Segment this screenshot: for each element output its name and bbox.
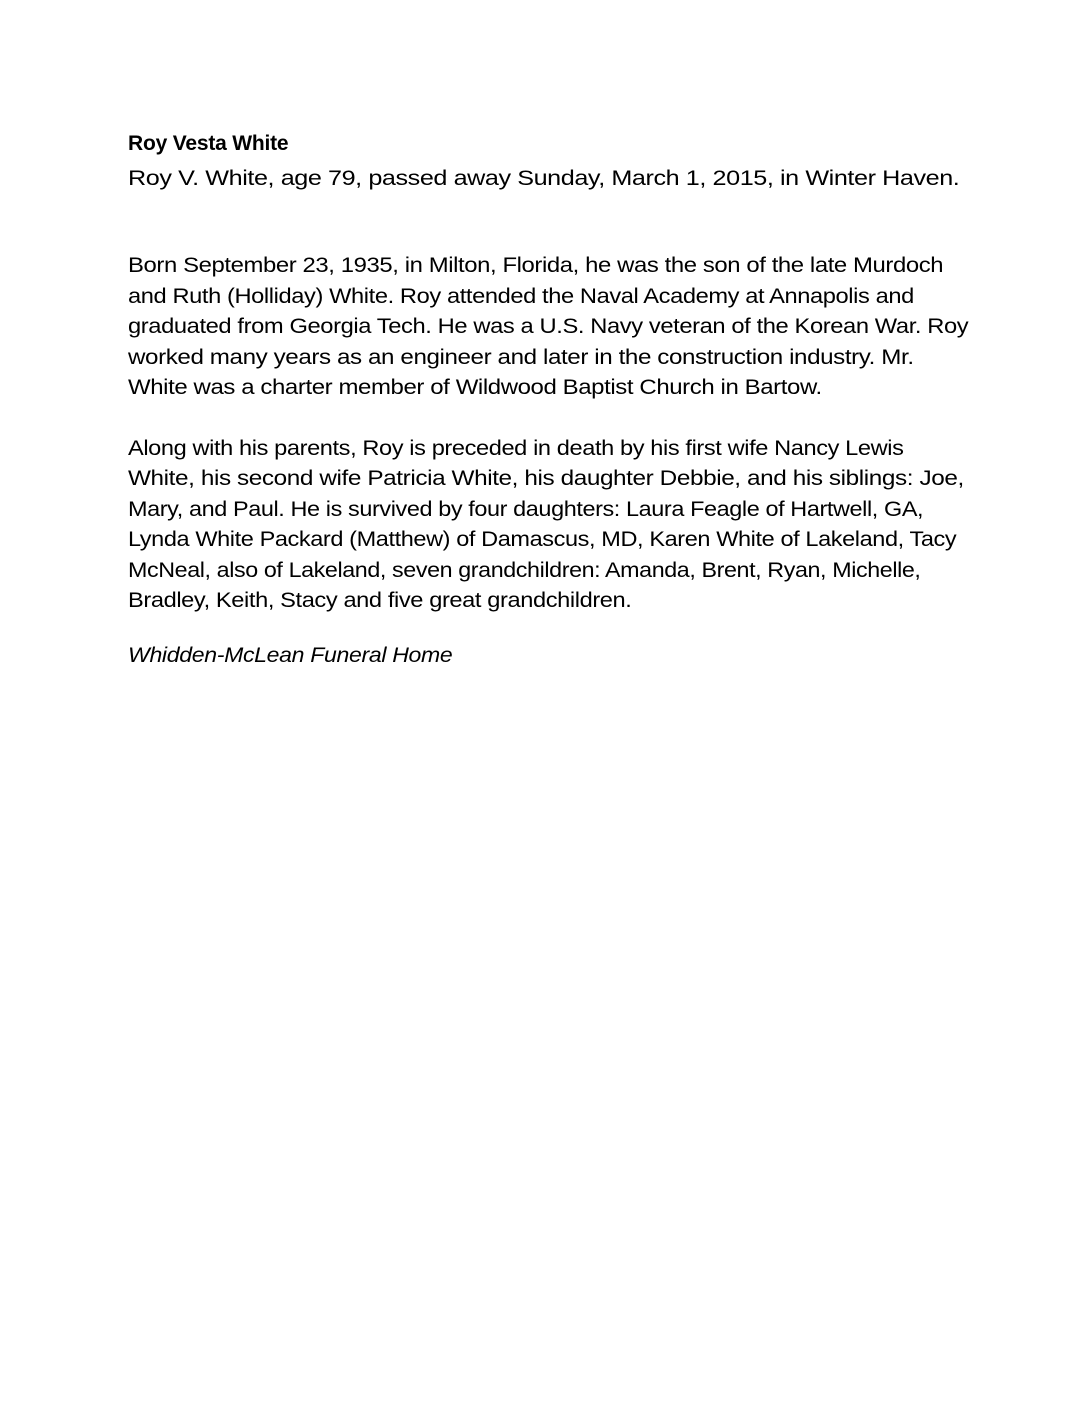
obituary-title: Roy Vesta White: [128, 132, 289, 155]
paragraph-2-line: White was a charter member of Wildwood Baptist Church in Bartow.: [128, 376, 822, 399]
paragraph-2-line: Born September 23, 1935, in Milton, Florida, he was the son of the late Murdoch: [128, 254, 944, 277]
paragraph-3-line: McNeal, also of Lakeland, seven grandchildren: Amanda, Brent, Ryan, Michelle,: [128, 559, 921, 582]
paragraph-3-line: Along with his parents, Roy is preceded in death by his first wife Nancy Lewis: [128, 437, 904, 460]
paragraph-2-line: graduated from Georgia Tech. He was a U.S. Navy veteran of the Korean War. Roy: [128, 315, 969, 338]
paragraph-3-line: Lynda White Packard (Matthew) of Damascus, MD, Karen White of Lakeland, Tacy: [128, 528, 957, 551]
paragraph-3-line: Mary, and Paul. He is survived by four daughters: Laura Feagle of Hartwell, GA,: [128, 498, 924, 521]
funeral-home-signature: Whidden-McLean Funeral Home: [128, 644, 453, 667]
paragraph-3-line: Bradley, Keith, Stacy and five great grandchildren.: [128, 589, 632, 612]
paragraph-2-line: worked many years as an engineer and later in the construction industry. Mr.: [128, 346, 914, 369]
paragraph-1-line: Roy V. White, age 79, passed away Sunday, March 1, 2015, in Winter Haven.: [128, 167, 960, 190]
paragraph-3-line: White, his second wife Patricia White, his daughter Debbie, and his siblings: Joe,: [128, 467, 964, 490]
paragraph-2-line: and Ruth (Holliday) White. Roy attended the Naval Academy at Annapolis and: [128, 285, 914, 308]
